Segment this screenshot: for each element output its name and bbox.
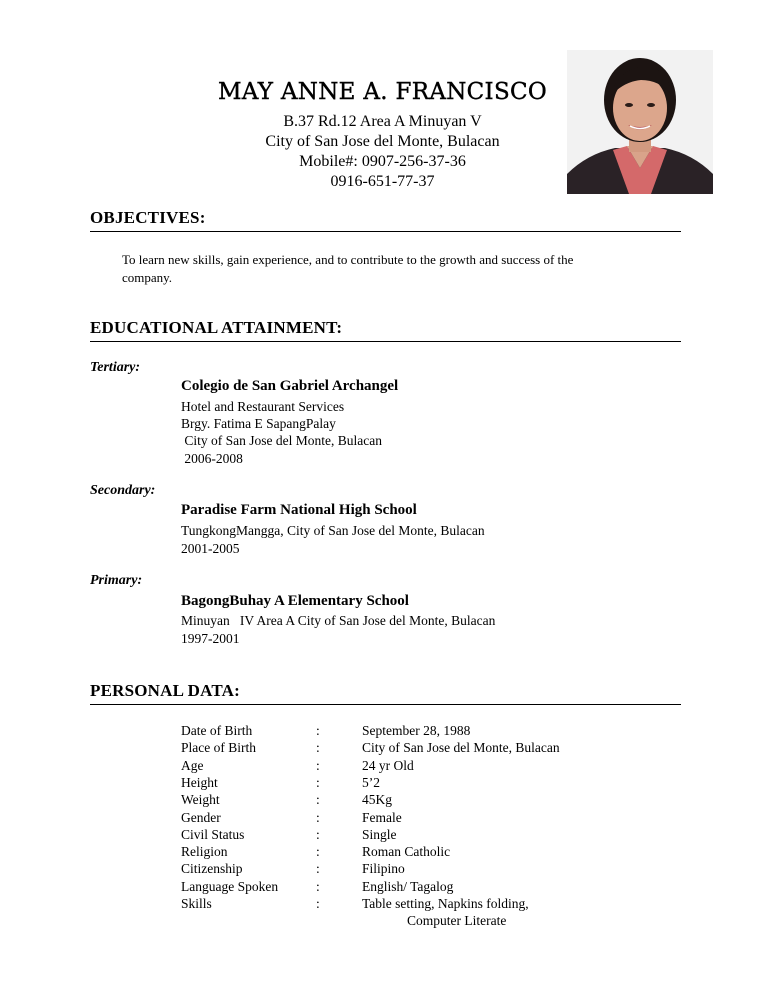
personal-data-divider [90, 704, 681, 705]
objectives-divider [90, 231, 681, 232]
objectives-text-line-1: To learn new skills, gain experience, and to contribute to the growth and success of the [122, 252, 574, 267]
personal-data-label: Gender [181, 809, 221, 825]
personal-data-separator: : [316, 757, 320, 773]
personal-data-label: Skills [181, 896, 212, 911]
secondary-school: Paradise Farm National High School [181, 502, 417, 518]
personal-data-value: Filipino [362, 861, 405, 877]
secondary-years: 2001-2005 [181, 541, 240, 556]
objectives-heading: OBJECTIVES: [90, 208, 206, 227]
tertiary-label: Tertiary: [90, 360, 141, 375]
personal-data-label: Language Spoken [181, 878, 279, 894]
education-heading: EDUCATIONAL ATTAINMENT: [90, 318, 343, 337]
tertiary-course: Hotel and Restaurant Services [181, 399, 345, 414]
personal-data-separator: : [316, 723, 320, 738]
personal-data-value: English/ Tagalog [362, 878, 454, 894]
primary-school: BagongBuhay A Elementary School [181, 593, 409, 609]
personal-data-label: Religion [181, 844, 228, 860]
tertiary-years: 2006-2008 [181, 451, 243, 466]
personal-data-label: Age [181, 757, 204, 773]
objectives-text-line-2: company. [122, 270, 173, 285]
portrait-illustration [567, 50, 713, 194]
applicant-photo [567, 50, 713, 194]
personal-data-separator: : [316, 896, 320, 911]
personal-data-value: City of San Jose del Monte, Bulacan [362, 740, 560, 756]
secondary-address: TungkongMangga, City of San Jose del Monte, Bulacan [181, 523, 485, 538]
personal-data-label: Height [181, 774, 218, 790]
personal-data-label: Place of Birth [181, 740, 256, 756]
education-divider [90, 341, 681, 342]
personal-data-separator: : [316, 774, 320, 790]
personal-data-separator: : [316, 861, 320, 877]
skills-continued: Computer Literate [407, 913, 507, 928]
personal-data-separator: : [316, 792, 320, 808]
tertiary-school: Colegio de San Gabriel Archangel [181, 378, 399, 394]
personal-data-value: 24 yr Old [362, 757, 414, 773]
personal-data-separator: : [316, 826, 320, 842]
personal-data-value: Table setting, Napkins folding, [362, 896, 529, 911]
personal-data-value: 5’2 [362, 774, 380, 790]
tertiary-address-1: Brgy. Fatima E SapangPalay [181, 416, 336, 431]
address-line-2: City of San Jose del Monte, Bulacan [265, 133, 500, 150]
primary-label: Primary: [90, 573, 143, 588]
secondary-label: Secondary: [90, 483, 156, 498]
personal-data-heading: PERSONAL DATA: [90, 681, 240, 700]
tertiary-address-2: City of San Jose del Monte, Bulacan [181, 433, 382, 448]
personal-data-label: Weight [181, 792, 220, 808]
personal-data-value: Roman Catholic [362, 844, 451, 860]
mobile-number-2: 0916-651-77-37 [330, 173, 435, 190]
primary-address: Minuyan IV Area A City of San Jose del Monte, Bulacan [181, 613, 496, 628]
personal-data-value: September 28, 1988 [362, 723, 471, 738]
address-line-1: B.37 Rd.12 Area A Minuyan V [283, 113, 482, 130]
primary-years: 1997-2001 [181, 631, 240, 646]
personal-data-separator: : [316, 740, 320, 756]
personal-data-separator: : [316, 878, 320, 894]
personal-data-label: Civil Status [181, 826, 245, 842]
personal-data-value: 45Kg [362, 792, 392, 808]
personal-data-value: Single [362, 826, 397, 842]
applicant-name: MAY ANNE A. FRANCISCO [217, 79, 548, 105]
personal-data-label: Date of Birth [181, 723, 253, 738]
personal-data-separator: : [316, 844, 320, 860]
mobile-number-1: Mobile#: 0907-256-37-36 [299, 153, 466, 170]
personal-data-separator: : [316, 809, 320, 825]
personal-data-value: Female [362, 809, 402, 825]
personal-data-label: Citizenship [181, 861, 243, 877]
